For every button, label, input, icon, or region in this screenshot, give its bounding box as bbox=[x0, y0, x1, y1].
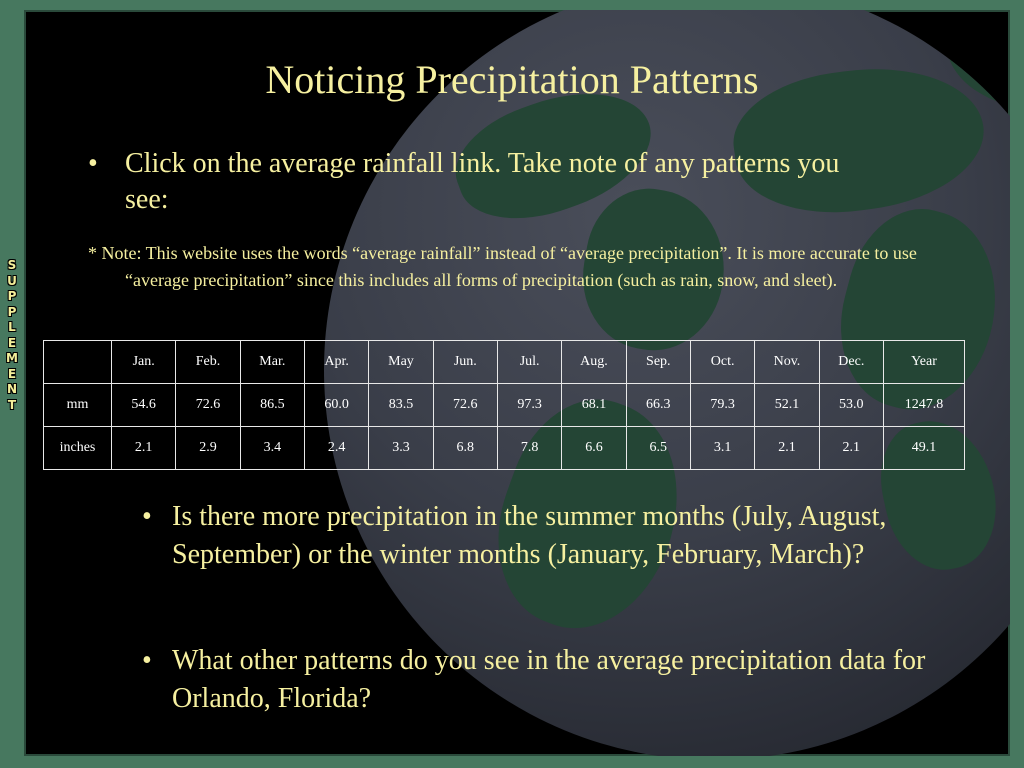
table-column-header: May bbox=[369, 341, 433, 384]
bullet-other-patterns-question bbox=[142, 642, 952, 718]
table-column-header: Dec. bbox=[819, 341, 883, 384]
table-cell: 2.1 bbox=[112, 427, 176, 470]
table-cell: 1247.8 bbox=[884, 384, 965, 427]
table-column-header: Oct. bbox=[690, 341, 754, 384]
bullet-summer-winter-question bbox=[142, 498, 952, 574]
table-column-header: Sep. bbox=[626, 341, 690, 384]
bullet-dot: • bbox=[142, 501, 152, 532]
table-row-label: mm bbox=[44, 384, 112, 427]
precipitation-table bbox=[43, 340, 965, 470]
table-column-header: Jul. bbox=[497, 341, 561, 384]
table-cell: 53.0 bbox=[819, 384, 883, 427]
table-cell: 2.1 bbox=[755, 427, 819, 470]
table-cell: 2.1 bbox=[819, 427, 883, 470]
table-cell: 2.4 bbox=[304, 427, 368, 470]
table-row bbox=[44, 384, 965, 427]
table-cell: 97.3 bbox=[497, 384, 561, 427]
bullet-dot: • bbox=[142, 645, 152, 676]
table-column-header: Jan. bbox=[112, 341, 176, 384]
table-row-label: inches bbox=[44, 427, 112, 470]
table-cell: 6.6 bbox=[562, 427, 626, 470]
slide-title: Noticing Precipitation Patterns bbox=[265, 57, 759, 102]
table-corner-cell bbox=[44, 341, 112, 384]
table-cell: 49.1 bbox=[884, 427, 965, 470]
table-cell: 6.8 bbox=[433, 427, 497, 470]
table-cell: 68.1 bbox=[562, 384, 626, 427]
table-header-row bbox=[44, 341, 965, 384]
table-column-header: Nov. bbox=[755, 341, 819, 384]
table-cell: 3.3 bbox=[369, 427, 433, 470]
table-column-header: Mar. bbox=[240, 341, 304, 384]
bullet-dot: • bbox=[88, 148, 98, 179]
table-cell: 79.3 bbox=[690, 384, 754, 427]
table-cell: 6.5 bbox=[626, 427, 690, 470]
terminology-note: * Note: This website uses the words “average rainfall” instead of “average precipitation”. It is more accurate to use “average precipitation” since this includes all forms of precipitation (such as rain, snow, and sleet). bbox=[88, 243, 917, 290]
table-cell: 72.6 bbox=[433, 384, 497, 427]
table-cell: 86.5 bbox=[240, 384, 304, 427]
table-column-header: Apr. bbox=[304, 341, 368, 384]
table-cell: 52.1 bbox=[755, 384, 819, 427]
table-cell: 2.9 bbox=[176, 427, 240, 470]
table-cell: 3.1 bbox=[690, 427, 754, 470]
supplement-side-label: S U P P L E M E N T bbox=[6, 258, 18, 412]
bullet-click-link bbox=[88, 146, 858, 218]
bullet-text: What other patterns do you see in the average precipitation data for Orlando, Florida? bbox=[172, 645, 926, 714]
table-cell: 60.0 bbox=[304, 384, 368, 427]
table-cell: 66.3 bbox=[626, 384, 690, 427]
table-column-header: Year bbox=[884, 341, 965, 384]
table-column-header: Feb. bbox=[176, 341, 240, 384]
table-cell: 72.6 bbox=[176, 384, 240, 427]
table-cell: 7.8 bbox=[497, 427, 561, 470]
bullet-text: Is there more precipitation in the summer months (July, August, September) or the winter months (January, February, March)? bbox=[172, 501, 887, 570]
table-column-header: Aug. bbox=[562, 341, 626, 384]
table-column-header: Jun. bbox=[433, 341, 497, 384]
table-cell: 83.5 bbox=[369, 384, 433, 427]
bullet-text: Click on the average rainfall link. Take note of any patterns you see: bbox=[125, 148, 840, 215]
table-cell: 3.4 bbox=[240, 427, 304, 470]
table-row bbox=[44, 427, 965, 470]
table-cell: 54.6 bbox=[112, 384, 176, 427]
